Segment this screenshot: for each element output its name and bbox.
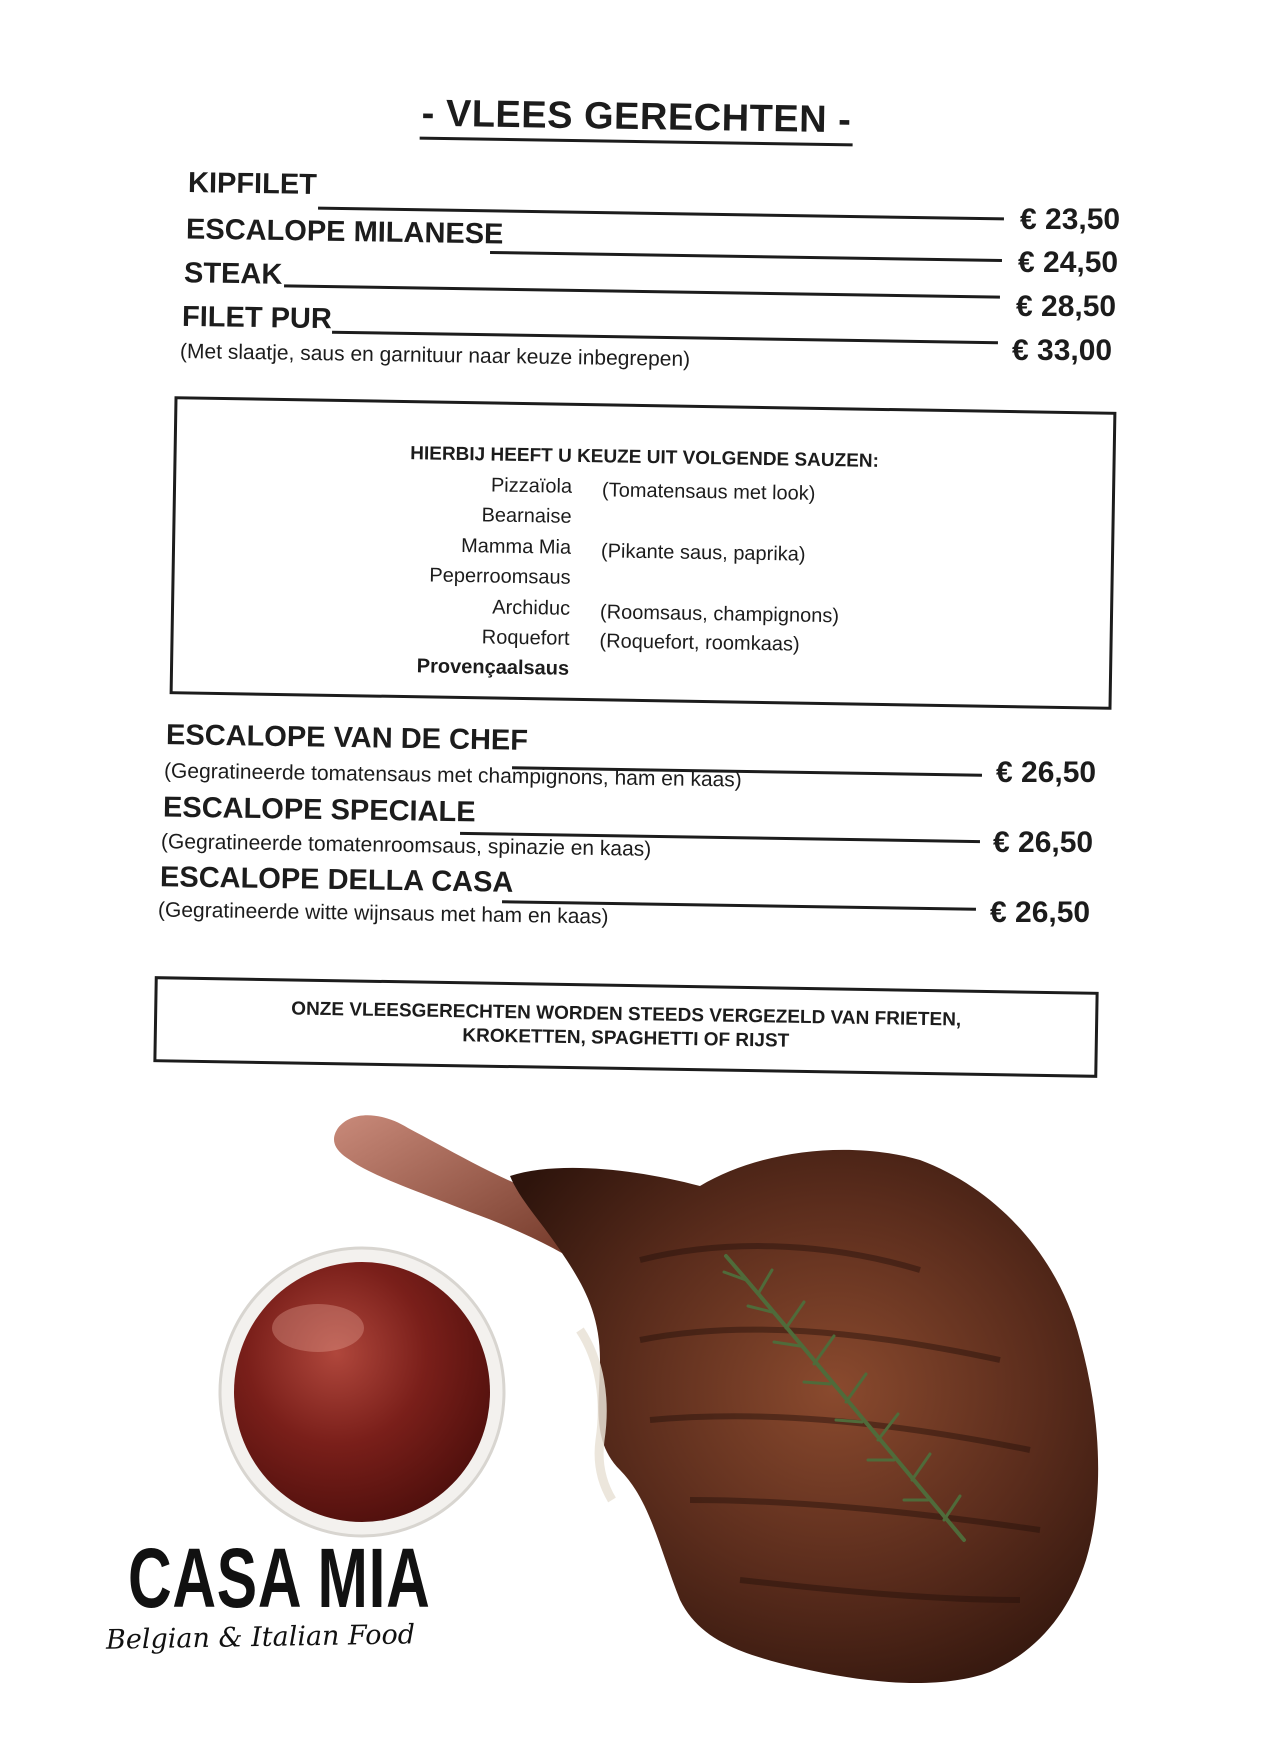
- main-dishes-note: (Met slaatje, saus en garnituur naar keuze inbegrepen): [179, 339, 691, 372]
- sauce-name: Mamma Mia: [460, 534, 572, 559]
- dish-description: (Gegratineerde witte wijnsaus met ham en kaas): [157, 898, 609, 929]
- sides-notice-line: KROKETTEN, SPAGHETTI OF RIJST: [462, 1025, 790, 1052]
- sauce-description: (Pikante saus, paprika): [600, 540, 806, 566]
- price-steak: € 28,50: [1016, 290, 1117, 323]
- sides-notice-line: ONZE VLEESGERECHTEN WORDEN STEEDS VERGEZELD VAN FRIETEN,: [291, 998, 962, 1031]
- price-escalope-van-de-chef: € 26,50: [996, 756, 1097, 789]
- price-filet-pur: € 33,00: [1012, 334, 1113, 367]
- price-escalope-della-casa: € 26,50: [990, 896, 1091, 929]
- price-kipfilet: € 23,50: [1020, 203, 1121, 236]
- logo-wordmark: CASA MIA: [128, 1531, 431, 1625]
- sauce-heading: HIERBIJ HEEFT U KEUZE UIT VOLGENDE SAUZEN:: [410, 443, 880, 472]
- price-escalope-milanese: € 24,50: [1018, 246, 1119, 279]
- dish-name-escalope-milanese: ESCALOPE MILANESE: [185, 213, 504, 251]
- price-escalope-speciale: € 26,50: [993, 826, 1094, 859]
- sauce-name: Peperroomsaus: [429, 564, 571, 589]
- dish-description: (Gegratineerde tomatenroomsaus, spinazie en kaas): [160, 830, 652, 861]
- sauce-name: Bearnaise: [481, 504, 572, 528]
- sauce-description: (Tomatensaus met look): [601, 479, 816, 505]
- section-title-text: - VLEES GERECHTEN -: [419, 93, 853, 147]
- dish-description: (Gegratineerde tomatensaus met champignons, ham en kaas): [163, 759, 742, 792]
- logo-tagline: Belgian & Italian Food: [105, 1619, 416, 1656]
- sauce-description: (Roomsaus, champignons): [599, 601, 840, 628]
- dish-name-escalope-speciale: ESCALOPE SPECIALE: [162, 791, 476, 829]
- sauce-name: Provençaalsaus: [416, 655, 570, 680]
- sauce-description: (Roquefort, roomkaas): [599, 630, 800, 656]
- dish-name-filet-pur: FILET PUR: [181, 300, 333, 336]
- sauce-bowl: [220, 1248, 504, 1536]
- dish-name-kipfilet: KIPFILET: [187, 166, 318, 202]
- sauce-name: Roquefort: [481, 626, 570, 650]
- sauce-name: Archiduc: [492, 596, 571, 620]
- dish-name-escalope-van-de-chef: ESCALOPE VAN DE CHEF: [165, 719, 529, 757]
- dish-name-escalope-della-casa: ESCALOPE DELLA CASA: [159, 861, 514, 899]
- sauce-name: Pizzaïola: [490, 474, 573, 498]
- dish-name-steak: STEAK: [183, 257, 283, 291]
